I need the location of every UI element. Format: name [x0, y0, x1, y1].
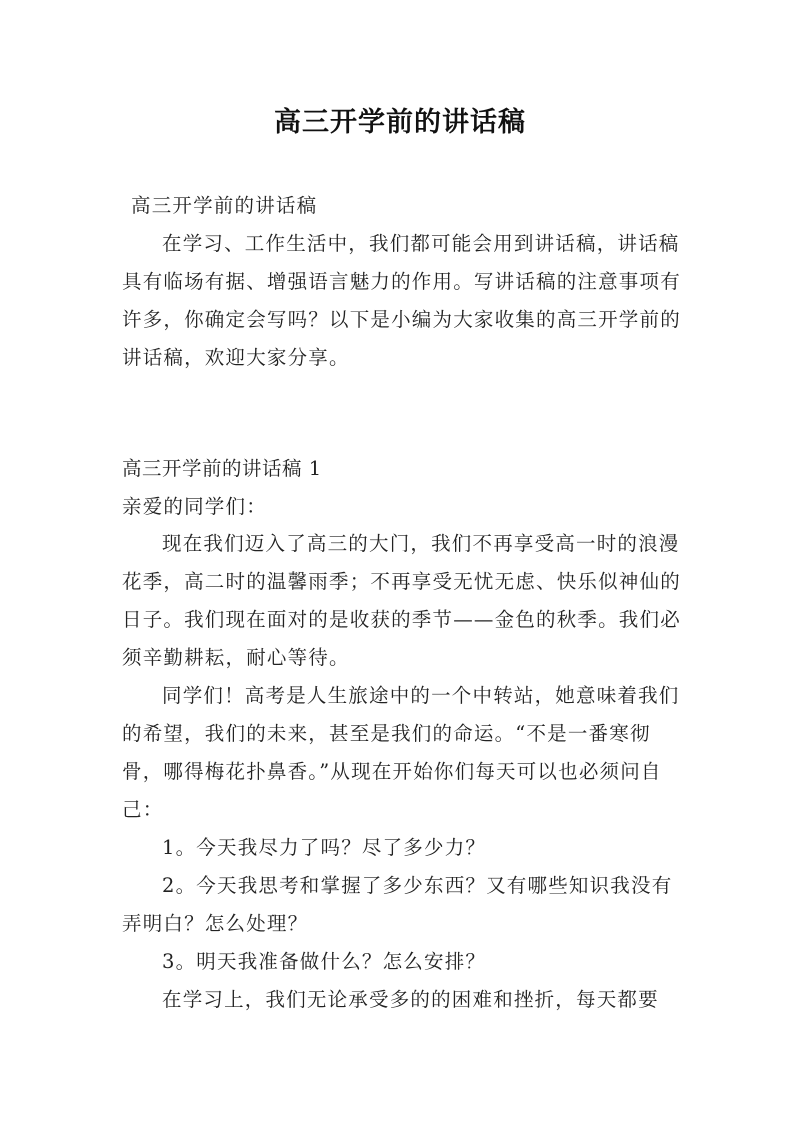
question-1: 1。今天我尽力了吗？尽了多少力？ — [162, 836, 487, 859]
question-2: 2。今天我思考和掌握了多少东西？又有哪些知识我没有弄明白？怎么处理？ — [122, 874, 673, 935]
paragraph-2: 同学们！高考是人生旅途中的一个中转站，她意味着我们的希望，我们的未来，甚至是我们的命运。“不是一番寒彻骨，哪得梅花扑鼻香。”从现在开始你们每天可以也必须问自己： — [122, 684, 680, 821]
document-title: 高三开学前的讲话稿 — [274, 107, 526, 138]
section-title: 高三开学前的讲话稿 1 — [122, 457, 322, 480]
paragraph-1: 现在我们迈入了高三的大门，我们不再享受高一时的浪漫花季，高二时的温馨雨季；不再享受无忧无虑、快乐似神仙的日子。我们现在面对的是收获的季节——金色的秋季。我们必须辛勤耕耘，耐心等待。 — [122, 532, 681, 669]
intro-paragraph: 在学习、工作生活中，我们都可能会用到讲话稿，讲话稿具有临场有据、增强语言魅力的作用。写讲话稿的注意事项有许多，你确定会写吗？以下是小编为大家收集的高三开学前的讲话稿，欢迎大家分享。 — [122, 232, 681, 369]
paragraph-3: 在学习上，我们无论承受多的的困难和挫折，每天都要 — [162, 988, 659, 1011]
intro-heading: 高三开学前的讲话稿 — [131, 194, 318, 217]
question-3: 3。明天我准备做什么？怎么安排？ — [162, 950, 487, 973]
greeting: 亲爱的同学们： — [122, 495, 267, 518]
